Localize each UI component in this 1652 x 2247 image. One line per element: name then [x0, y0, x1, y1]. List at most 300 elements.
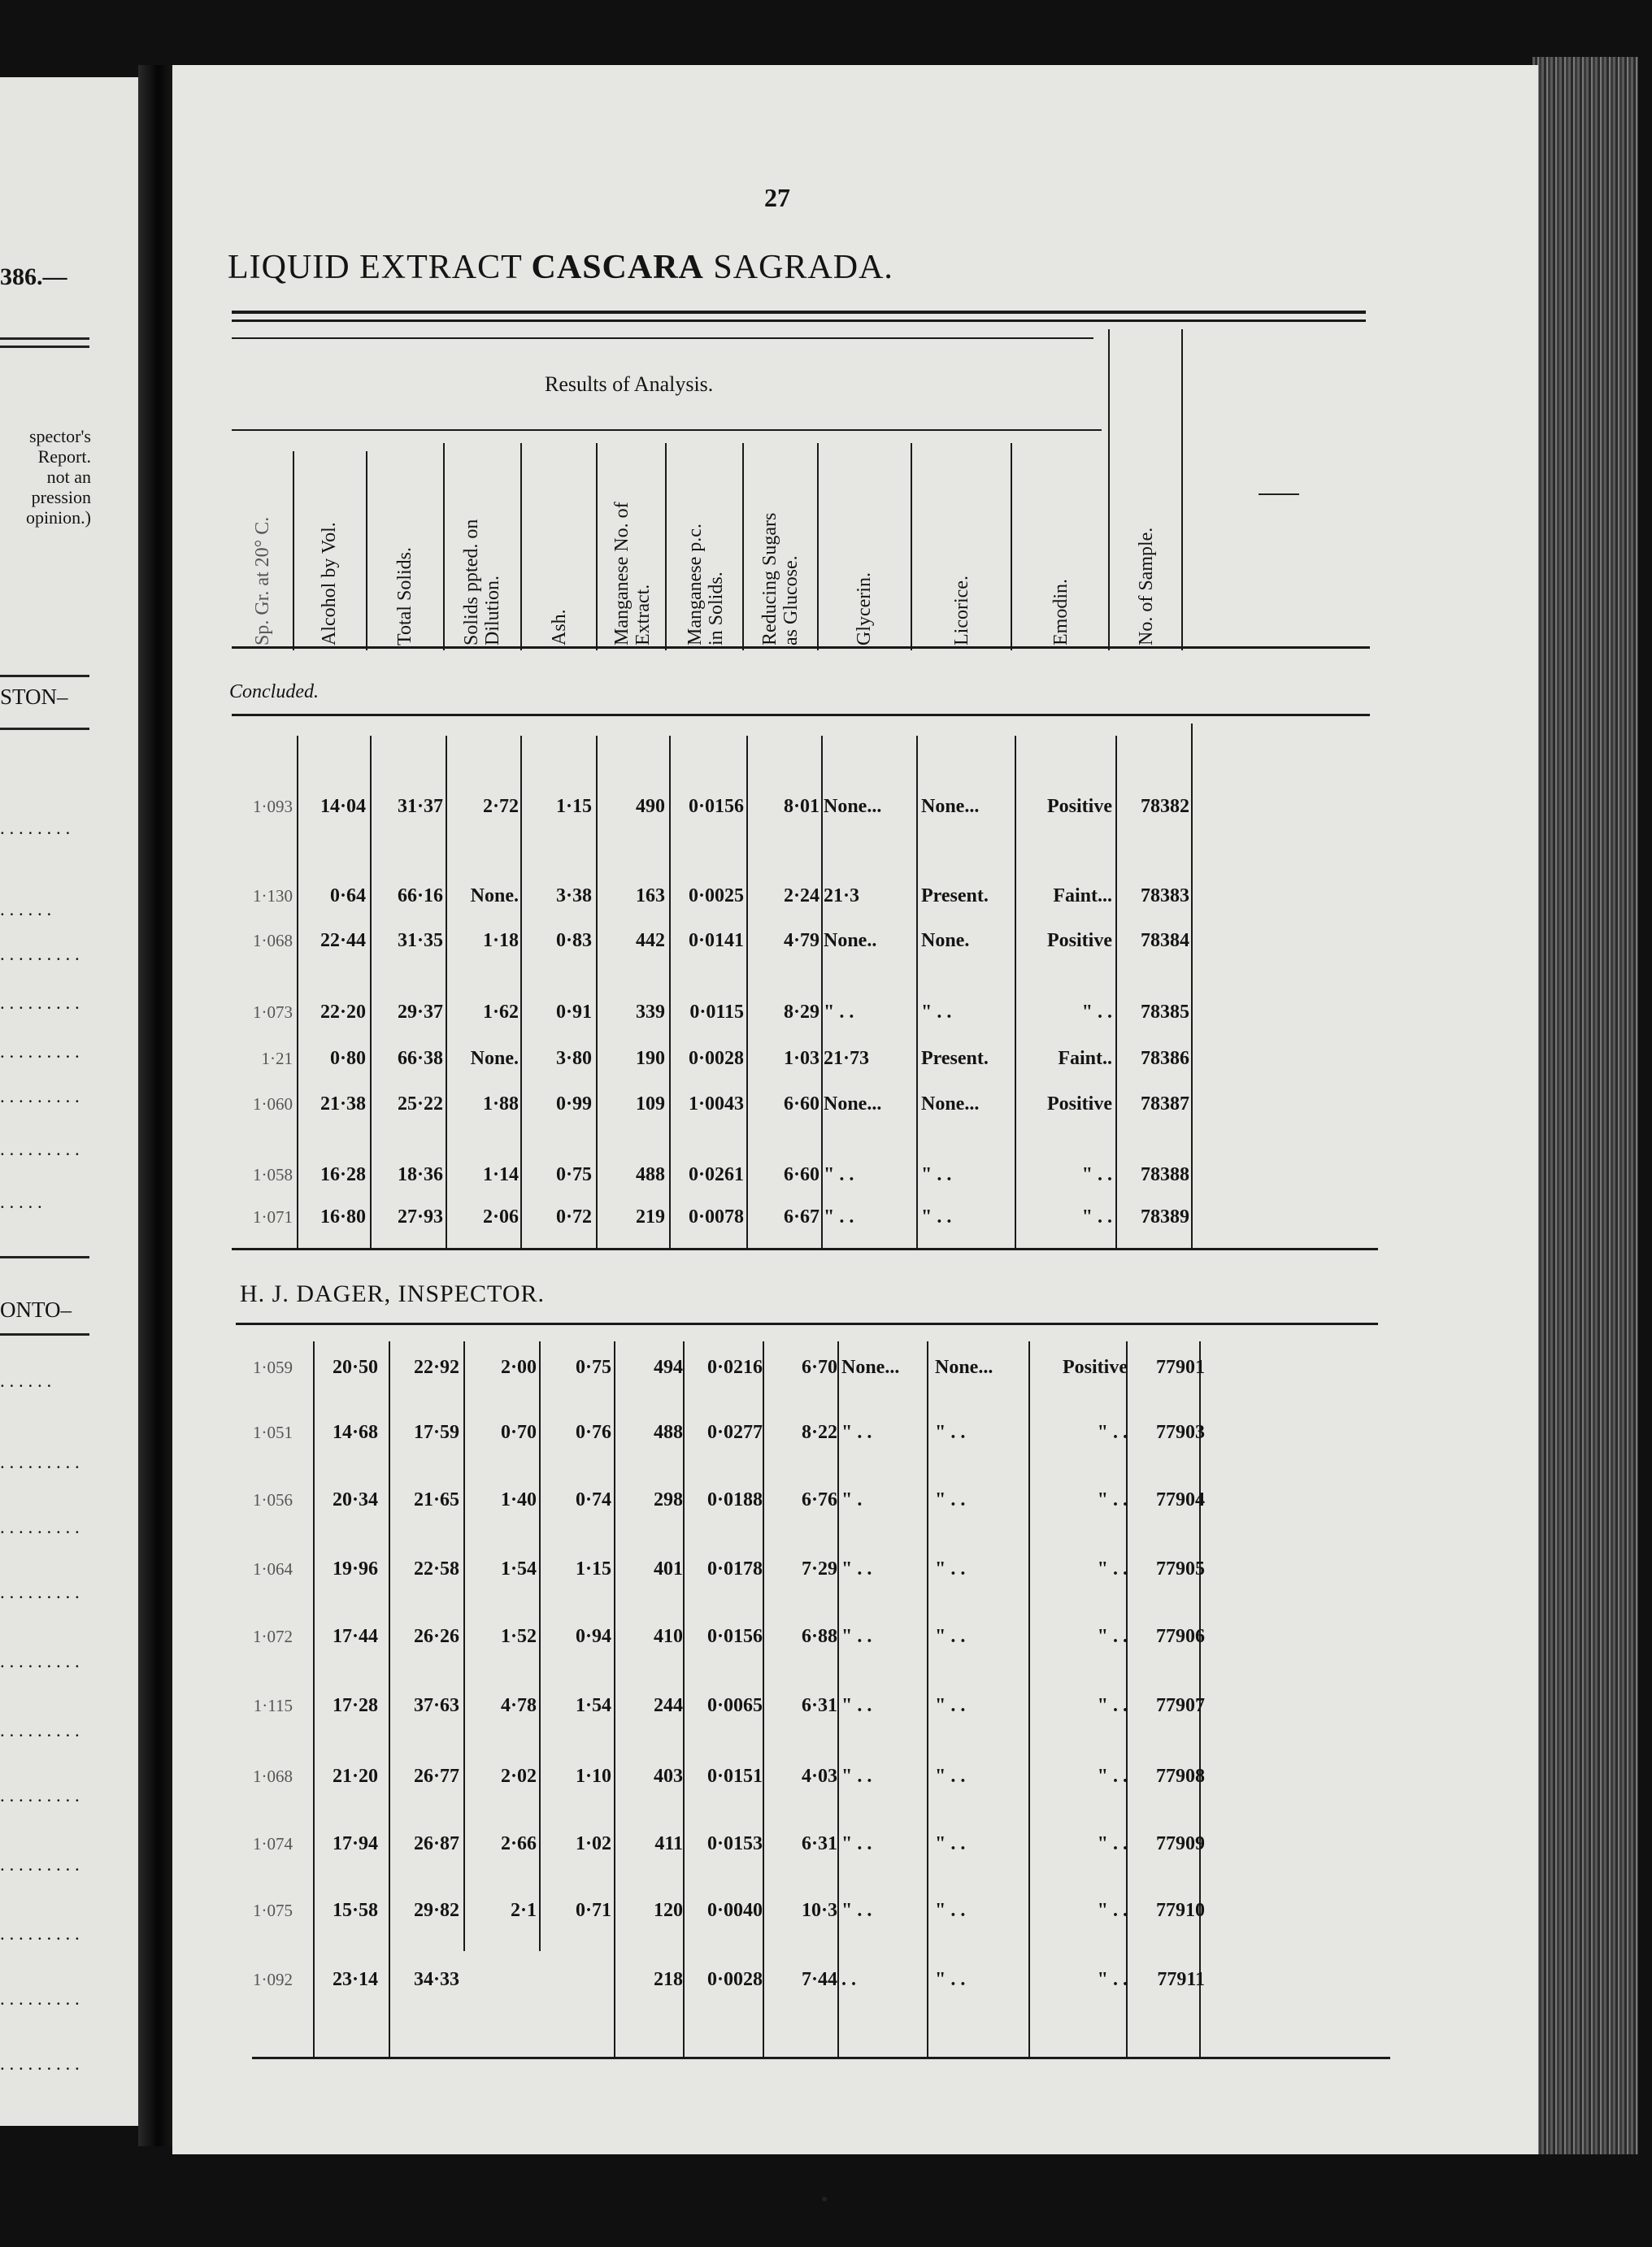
- table-cell: 4·78: [500, 1695, 537, 1716]
- header-divider: [443, 443, 445, 650]
- table-cell: None...: [841, 1357, 900, 1378]
- table-cell: 22·44: [320, 930, 366, 951]
- section-rule: [236, 1323, 1378, 1325]
- table-cell: 442: [636, 930, 665, 951]
- table-cell: 17·44: [332, 1626, 378, 1647]
- table-cell: 78387: [1141, 1093, 1189, 1115]
- column-header: [232, 431, 293, 650]
- table-cell: " . .: [921, 1206, 952, 1228]
- table-cell: 29·82: [413, 1900, 459, 1921]
- table-cell: 2·24: [783, 885, 819, 906]
- table-cell: 401: [654, 1558, 683, 1580]
- table-cell: 488: [654, 1422, 683, 1443]
- left-leader: . . . . . . . . .: [0, 1139, 80, 1159]
- table-cell: " . .: [1097, 1422, 1128, 1443]
- table-cell: " . .: [824, 1002, 854, 1023]
- table-cell: 1·115: [253, 1696, 293, 1715]
- table-cell: 23·14: [332, 1969, 378, 1990]
- left-leader: . . . . . . . . .: [0, 944, 80, 964]
- table-cell: 66·38: [397, 1048, 443, 1069]
- table-cell: 1·071: [253, 1207, 293, 1227]
- table-cell: 4·03: [801, 1766, 837, 1787]
- results-caption: Results of Analysis.: [545, 372, 714, 396]
- table-cell: 490: [636, 796, 665, 817]
- table-cell: 1·88: [482, 1093, 519, 1115]
- empty-column-dash: [1259, 493, 1299, 495]
- table-cell: 190: [636, 1048, 665, 1069]
- table-cell: 0·0178: [706, 1558, 763, 1580]
- table-cell: 21·73: [824, 1048, 870, 1069]
- table-cell: 1·52: [500, 1626, 537, 1647]
- table-cell: 0·0156: [688, 796, 744, 817]
- section-rule: [232, 714, 1370, 716]
- column-header: [911, 431, 1012, 650]
- table-cell: " . .: [935, 1766, 966, 1787]
- header-divider: [911, 443, 912, 650]
- table-cell: 20·50: [332, 1357, 378, 1378]
- table-cell: 1·18: [482, 930, 519, 951]
- table-cell: 26·87: [413, 1833, 459, 1854]
- table-cell: 6·31: [801, 1695, 837, 1716]
- table-cell: 17·59: [413, 1422, 459, 1443]
- table-cell: 410: [654, 1626, 683, 1647]
- left-page-ref: 386.—: [0, 263, 67, 290]
- left-leader: . . . . . . . . .: [0, 1517, 80, 1537]
- table-cell: 6·88: [801, 1626, 837, 1647]
- table-cell: 34·33: [413, 1969, 459, 1990]
- table-cell: None...: [921, 1093, 980, 1115]
- table-cell: 21·20: [332, 1766, 378, 1787]
- table-cell: " . .: [841, 1695, 872, 1716]
- table-cell: 14·04: [320, 796, 366, 817]
- table-cell: 77904: [1156, 1489, 1205, 1510]
- column-header: [667, 431, 744, 650]
- table-cell: 1·03: [783, 1048, 819, 1069]
- book-gutter: [138, 65, 177, 2146]
- table-cell: 1·068: [253, 931, 293, 950]
- table-cell: None...: [921, 796, 980, 817]
- left-rule: [0, 728, 89, 730]
- left-note-line: opinion.): [25, 507, 91, 528]
- table-cell: 0·0040: [706, 1900, 763, 1921]
- left-note-line: spector's: [28, 426, 91, 446]
- table-cell: 488: [636, 1164, 665, 1185]
- table-cell: 16·28: [320, 1164, 366, 1185]
- header-bottom-rule: [232, 646, 1370, 649]
- left-leader: . . . . . . . . .: [0, 1785, 80, 1806]
- table-cell: " . .: [824, 1206, 854, 1228]
- table-cell: 0·0151: [706, 1766, 763, 1787]
- table-cell: 78386: [1141, 1048, 1189, 1069]
- table-cell: 1·072: [253, 1627, 293, 1646]
- left-leader: . . . . . .: [0, 899, 52, 919]
- table-row: [228, 1484, 1366, 1516]
- table-cell: 1·10: [575, 1766, 611, 1787]
- table-cell: 120: [654, 1900, 683, 1921]
- table-cell: 22·58: [413, 1558, 459, 1580]
- table-row: [228, 1416, 1366, 1449]
- column-header: [744, 431, 817, 650]
- table-cell: 22·92: [413, 1357, 459, 1378]
- left-leader: . . . . . . . . .: [0, 1988, 80, 2009]
- left-rule: [0, 1256, 89, 1258]
- table-cell: 0·80: [329, 1048, 366, 1069]
- column-header-label: Licorice.: [950, 576, 972, 645]
- table-cell: 0·72: [555, 1206, 592, 1228]
- table-row: [228, 1042, 1366, 1075]
- table-cell: 6·67: [783, 1206, 819, 1228]
- table-cell: 0·0141: [688, 930, 744, 951]
- table-cell: 0·0156: [706, 1626, 763, 1647]
- title-part: LIQUID EXTRACT: [228, 249, 532, 286]
- table-cell: 10·3: [801, 1900, 837, 1921]
- left-rule: [0, 675, 89, 677]
- table-row: [228, 1201, 1366, 1233]
- table-cell: 0·0216: [706, 1357, 763, 1378]
- table-cell: 1·15: [575, 1558, 611, 1580]
- table-cell: 1·073: [253, 1002, 293, 1022]
- table-cell: " . .: [935, 1900, 966, 1921]
- table-cell: " . .: [841, 1766, 872, 1787]
- table-cell: 78388: [1141, 1164, 1189, 1185]
- table-cell: 31·35: [397, 930, 443, 951]
- column-header-label: Solids ppted. on Dilution.: [460, 519, 503, 645]
- table-cell: 0·94: [575, 1626, 611, 1647]
- table-cell: 78385: [1141, 1002, 1189, 1023]
- table-top-rule: [232, 319, 1366, 322]
- table-top-rule: [232, 311, 1366, 314]
- table-cell: " . .: [1097, 1695, 1128, 1716]
- table-cell: " . .: [1097, 1626, 1128, 1647]
- table-cell: 1·21: [261, 1049, 293, 1068]
- table-cell: 77905: [1156, 1558, 1205, 1580]
- left-leader: . . . . . . . . .: [0, 1923, 80, 1944]
- column-header: [443, 431, 520, 650]
- table-row: [228, 1689, 1366, 1722]
- table-cell: 21·65: [413, 1489, 459, 1510]
- page-title: [228, 248, 893, 287]
- left-leader: . . . . . . . . .: [0, 1452, 80, 1472]
- table-cell: 3·80: [555, 1048, 592, 1069]
- table-cell: 0·64: [329, 885, 366, 906]
- left-note-line: Report.: [37, 446, 91, 467]
- table-cell: " . .: [935, 1695, 966, 1716]
- table-row: [228, 1894, 1366, 1927]
- table-cell: 0·71: [575, 1900, 611, 1921]
- table-cell: 6·60: [783, 1093, 819, 1115]
- header-divider: [1108, 329, 1110, 650]
- table-row: [228, 1760, 1366, 1793]
- table-cell: 0·0028: [688, 1048, 744, 1069]
- table-cell: 77907: [1156, 1695, 1205, 1716]
- left-section-label: STON–: [0, 685, 68, 709]
- left-leader: . . . . .: [0, 1192, 42, 1212]
- header-divider: [1181, 329, 1183, 650]
- table-cell: " .: [841, 1489, 863, 1510]
- table-cell: 219: [636, 1206, 665, 1228]
- table-row: [228, 924, 1366, 957]
- table-cell: 1·060: [253, 1094, 293, 1114]
- table-cell: 0·76: [575, 1422, 611, 1443]
- table-cell: 1·15: [555, 796, 592, 817]
- column-header-label: Total Solids.: [393, 547, 415, 645]
- table-cell: 27·93: [397, 1206, 443, 1228]
- table-cell: " . .: [1081, 1002, 1112, 1023]
- table-cell: 1·075: [253, 1901, 293, 1920]
- left-leader: . . . . . . . . .: [0, 1720, 80, 1741]
- left-rule: [0, 1333, 89, 1336]
- table-cell: 298: [654, 1489, 683, 1510]
- table-cell: " . .: [841, 1558, 872, 1580]
- column-header: [817, 431, 911, 650]
- left-leader: . . . . . . . .: [0, 818, 71, 838]
- table-cell: " . .: [841, 1626, 872, 1647]
- left-page-fragment: [0, 77, 138, 2126]
- column-header: [1012, 431, 1110, 650]
- table-cell: " . .: [921, 1002, 952, 1023]
- column-header-label: Alcohol by Vol.: [319, 522, 340, 645]
- table-cell: " . .: [935, 1626, 966, 1647]
- table-cell: " . .: [935, 1489, 966, 1510]
- table-cell: 1·074: [253, 1834, 293, 1854]
- table-cell: " . .: [1081, 1164, 1112, 1185]
- table-cell: 1·130: [253, 886, 293, 906]
- table-cell: " . .: [935, 1558, 966, 1580]
- left-leader: . . . . . . . . .: [0, 2054, 80, 2074]
- table-cell: 77909: [1156, 1833, 1205, 1854]
- table-cell: " . .: [935, 1422, 966, 1443]
- table-cell: " . .: [921, 1164, 952, 1185]
- table-cell: 25·22: [397, 1093, 443, 1115]
- table-cell: " . .: [1097, 1558, 1128, 1580]
- table-cell: 22·20: [320, 1002, 366, 1023]
- table-cell: 0·74: [575, 1489, 611, 1510]
- table-cell: 0·0028: [706, 1969, 763, 1990]
- table-cell: 1·02: [575, 1833, 611, 1854]
- column-header-label: Emodin.: [1050, 579, 1072, 645]
- table-cell: 14·68: [332, 1422, 378, 1443]
- table-cell: 494: [654, 1357, 683, 1378]
- table-cell: 0·75: [555, 1164, 592, 1185]
- table-row: [228, 1553, 1366, 1585]
- table-cell: 1·051: [253, 1423, 293, 1442]
- table-cell: 17·94: [332, 1833, 378, 1854]
- table-cell: 0·99: [555, 1093, 592, 1115]
- table-cell: 2·02: [500, 1766, 537, 1787]
- column-header-label: Sp. Gr. at 20° C.: [251, 516, 273, 645]
- table-cell: 4·79: [783, 930, 819, 951]
- table-cell: " . .: [1097, 1900, 1128, 1921]
- left-section-label: ONTO–: [0, 1297, 72, 1322]
- table-bottom-rule: [252, 2057, 1390, 2059]
- table-cell: 78383: [1141, 885, 1189, 906]
- table-cell: 0·83: [555, 930, 592, 951]
- table-cell: 0·0078: [688, 1206, 744, 1228]
- table-cell: 1·54: [575, 1695, 611, 1716]
- table-cell: 244: [654, 1695, 683, 1716]
- header-divider: [1011, 443, 1012, 650]
- table-cell: 26·77: [413, 1766, 459, 1787]
- table-cell: 8·01: [783, 796, 819, 817]
- table-cell: 17·28: [332, 1695, 378, 1716]
- left-note-line: not an: [46, 467, 91, 487]
- column-header-label: Reducing Sugars as Glucose.: [759, 512, 802, 645]
- table-cell: Present.: [921, 885, 989, 906]
- table-cell: 0·0153: [706, 1833, 763, 1854]
- table-row: [228, 1828, 1366, 1860]
- header-divider: [817, 443, 819, 650]
- table-cell: 77901: [1156, 1357, 1205, 1378]
- table-cell: 0·0025: [688, 885, 744, 906]
- table-cell: 77906: [1156, 1626, 1205, 1647]
- section-rule: [232, 1248, 1378, 1250]
- table-cell: " . .: [841, 1833, 872, 1854]
- left-leader: . . . . . . . . .: [0, 993, 80, 1013]
- table-cell: 0·75: [575, 1357, 611, 1378]
- left-rule: [0, 346, 89, 348]
- table-cell: . .: [841, 1969, 856, 1990]
- table-cell: 1·14: [482, 1164, 519, 1185]
- table-cell: 8·22: [801, 1422, 837, 1443]
- title-part: SAGRADA.: [703, 249, 893, 286]
- table-cell: None...: [824, 1093, 882, 1115]
- header-divider: [520, 443, 522, 650]
- left-rule: [0, 337, 89, 340]
- column-header: [520, 431, 598, 650]
- title-part: CASCARA: [531, 249, 704, 286]
- table-cell: 21·3: [824, 885, 860, 906]
- column-header: [1110, 431, 1183, 650]
- table-cell: " . .: [1097, 1833, 1128, 1854]
- table-cell: 6·31: [801, 1833, 837, 1854]
- page-speck: [822, 2197, 827, 2201]
- table-cell: Positive: [1063, 1357, 1128, 1378]
- table-cell: None..: [824, 930, 877, 951]
- table-cell: 2·00: [500, 1357, 537, 1378]
- table-cell: 78382: [1141, 796, 1189, 817]
- column-header-label: Glycerin.: [853, 572, 875, 645]
- header-divider: [366, 451, 367, 650]
- header-divider: [665, 443, 667, 650]
- column-header-label: Manganese No. of Extract.: [611, 502, 654, 645]
- table-cell: 7·29: [801, 1558, 837, 1580]
- table-cell: 109: [636, 1093, 665, 1115]
- table-cell: 26·26: [413, 1626, 459, 1647]
- table-cell: 163: [636, 885, 665, 906]
- concluded-label: Concluded.: [229, 681, 319, 702]
- table-cell: 0·0261: [688, 1164, 744, 1185]
- table-cell: 6·76: [801, 1489, 837, 1510]
- table-cell: 6·60: [783, 1164, 819, 1185]
- table-cell: 19·96: [332, 1558, 378, 1580]
- table-cell: 78389: [1141, 1206, 1189, 1228]
- table-cell: " . .: [1081, 1206, 1112, 1228]
- table-cell: 7·44: [801, 1969, 837, 1990]
- column-header: [598, 431, 667, 650]
- table-row: [228, 880, 1366, 912]
- table-cell: 77908: [1156, 1766, 1205, 1787]
- table-cell: Present.: [921, 1048, 989, 1069]
- table-cell: 0·0188: [706, 1489, 763, 1510]
- table-cell: None.: [470, 885, 519, 906]
- table-cell: Faint..: [1058, 1048, 1112, 1069]
- table-cell: 21·38: [320, 1093, 366, 1115]
- column-header-label: No. of Sample.: [1136, 527, 1157, 645]
- table-cell: 411: [654, 1833, 683, 1854]
- table-cell: 20·34: [332, 1489, 378, 1510]
- table-cell: 1·068: [253, 1767, 293, 1786]
- table-cell: 403: [654, 1766, 683, 1787]
- table-cell: 2·72: [482, 796, 519, 817]
- header-divider: [596, 443, 598, 650]
- table-cell: 2·06: [482, 1206, 519, 1228]
- table-cell: None...: [935, 1357, 993, 1378]
- column-header-label: Manganese p.c. in Solids.: [684, 524, 727, 645]
- left-leader: . . . . . . . . .: [0, 1086, 80, 1106]
- table-cell: " . .: [824, 1164, 854, 1185]
- table-row: [228, 1620, 1366, 1653]
- table-cell: 2·1: [510, 1900, 537, 1921]
- table-cell: 8·29: [783, 1002, 819, 1023]
- left-note-line: pression: [31, 487, 91, 507]
- table-cell: 1·62: [482, 1002, 519, 1023]
- column-header: [293, 431, 366, 650]
- table-cell: 2·66: [500, 1833, 537, 1854]
- table-cell: 0·91: [555, 1002, 592, 1023]
- table-cell: 339: [636, 1002, 665, 1023]
- table-cell: 1·058: [253, 1165, 293, 1184]
- table-cell: 16·80: [320, 1206, 366, 1228]
- inspector-heading: H. J. DAGER, INSPECTOR.: [240, 1280, 545, 1307]
- table-cell: 66·16: [397, 885, 443, 906]
- left-leader: . . . . . . . . .: [0, 1651, 80, 1671]
- table-cell: 31·37: [397, 796, 443, 817]
- column-header-label: Ash.: [548, 609, 570, 645]
- table-cell: 0·0277: [706, 1422, 763, 1443]
- header-divider: [293, 451, 294, 650]
- table-cell: " . .: [1097, 1766, 1128, 1787]
- table-cell: 77910: [1156, 1900, 1205, 1921]
- table-cell: 0·70: [500, 1422, 537, 1443]
- header-divider: [742, 443, 744, 650]
- table-row: [228, 1088, 1366, 1120]
- table-cell: Faint...: [1053, 885, 1112, 906]
- table-cell: 3·38: [555, 885, 592, 906]
- table-cell: 29·37: [397, 1002, 443, 1023]
- left-leader: . . . . . . . . .: [0, 1041, 80, 1062]
- table-cell: 78384: [1141, 930, 1189, 951]
- table-cell: 1·093: [253, 797, 293, 816]
- table-cell: Positive: [1047, 930, 1112, 951]
- table-cell: 18·36: [397, 1164, 443, 1185]
- table-cell: " . .: [841, 1900, 872, 1921]
- table-cell: 1·059: [253, 1358, 293, 1377]
- table-cell: None...: [824, 796, 882, 817]
- table-cell: 0·0115: [689, 1002, 744, 1023]
- table-cell: 1·0043: [688, 1093, 744, 1115]
- table-row: [228, 1158, 1366, 1191]
- table-cell: 1·056: [253, 1490, 293, 1510]
- table-cell: 1·092: [253, 1970, 293, 1989]
- table-cell: 15·58: [332, 1900, 378, 1921]
- table-cell: 218: [654, 1969, 683, 1990]
- table-row: [228, 996, 1366, 1028]
- table-cell: None.: [470, 1048, 519, 1069]
- table-cell: 37·63: [413, 1695, 459, 1716]
- table-cell: 77911: [1157, 1969, 1205, 1990]
- table-cell: Positive: [1047, 796, 1112, 817]
- table-cell: " . .: [935, 1833, 966, 1854]
